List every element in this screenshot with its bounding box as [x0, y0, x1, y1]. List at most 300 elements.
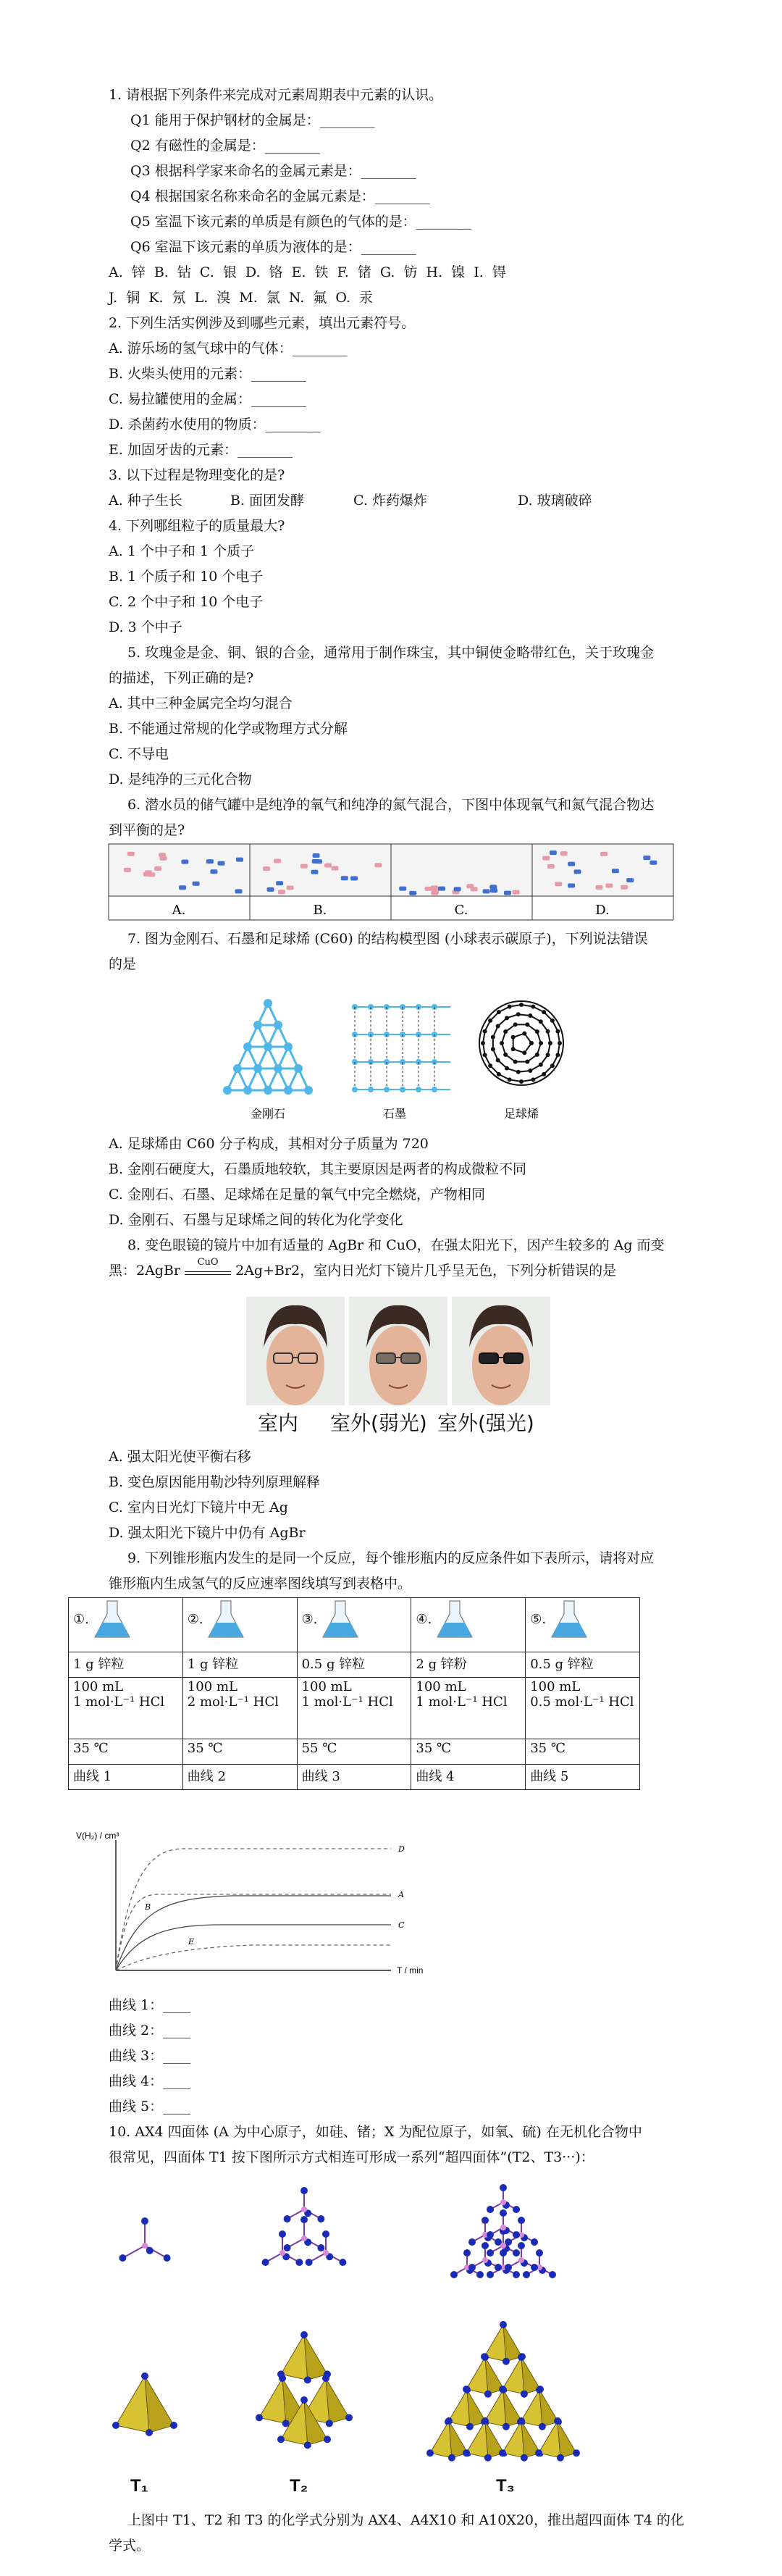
a-atom: [482, 2257, 488, 2263]
x-atom: [463, 2249, 471, 2257]
gas-molecule: [179, 885, 186, 890]
temp-cell: 35 ℃: [526, 1739, 640, 1765]
answer-curve-3[interactable]: 曲线 3：____: [109, 2048, 191, 2064]
q10-stem-2: 很常见，四面体 T1 按下图所示方式相连可形成一系列“超四面体”(T2、T3···)：: [109, 2149, 594, 2165]
photo-weak-light: [349, 1297, 447, 1405]
gas-molecule: [341, 876, 348, 880]
curve-e: [116, 1945, 391, 1970]
label-a: A.: [172, 903, 186, 918]
gas-molecule: [431, 891, 438, 895]
gas-molecule: [643, 856, 650, 860]
q5-option-d: D. 是纯净的三元化合物: [109, 771, 252, 787]
carbon-atom: [481, 1041, 485, 1045]
q2-stem: 2. 下列生活实例涉及到哪些元素，填出元素符号。: [109, 315, 416, 331]
flask-icon: [207, 1599, 245, 1640]
temp-cell: 35 ℃: [69, 1739, 183, 1765]
x-atom: [518, 2417, 525, 2425]
x-atom: [324, 2435, 331, 2443]
photo-caption-strong: 室外(强光): [437, 1411, 534, 1435]
x-atom: [326, 2420, 333, 2427]
carbon-atom: [304, 1086, 313, 1095]
carbon-atom: [368, 1087, 374, 1092]
photo-caption-indoor: 室内: [258, 1411, 299, 1435]
temp-cell: 55 ℃: [297, 1739, 411, 1765]
q10-tail-2: 学式。: [109, 2538, 151, 2554]
x-atom: [523, 2271, 530, 2278]
x-atom: [448, 2454, 455, 2462]
carbon-atom: [555, 1029, 560, 1034]
q4-option-a: A. 1 个中子和 1 个质子: [109, 543, 255, 559]
x-atom: [513, 2206, 520, 2213]
carbon-atom: [505, 1066, 509, 1071]
carbon-atom: [535, 1029, 539, 1034]
carbon-atom: [496, 1058, 500, 1063]
gas-molecule: [626, 878, 634, 882]
x-atom: [499, 2449, 506, 2456]
q3-option-d: D. 玻璃破碎: [518, 493, 592, 509]
x-atom: [487, 2249, 494, 2257]
x-atom: [513, 2231, 520, 2238]
x-atom: [463, 2449, 470, 2456]
gas-molecule: [596, 885, 603, 890]
q1-sub-3: Q3 根据科学家来命名的金属元素是：________: [130, 163, 416, 179]
table-row: [69, 1765, 640, 1790]
x-atom: [146, 2247, 154, 2254]
q3-option-b: B. 面团发酵: [230, 493, 305, 509]
curve-cell: 曲线 5: [526, 1765, 640, 1790]
x-atom: [468, 2264, 476, 2271]
carbon-atom: [550, 1019, 555, 1023]
carbon-atom: [253, 1064, 262, 1073]
gas-molecule: [300, 864, 308, 869]
carbon-atom: [488, 1063, 492, 1068]
q9-stem-1: 9. 下列锥形瓶内发生的是同一个反应，每个锥形瓶内的反应条件如下表所示，请将对应: [127, 1550, 655, 1566]
x-atom: [503, 2423, 510, 2430]
graphite-model: [352, 1004, 450, 1092]
x-atom: [317, 2244, 324, 2251]
flask-cell-5: ⑤.: [526, 1598, 640, 1652]
x-atom: [521, 2391, 528, 2398]
q9-stem-2: 锥形瓶内生成氢气的反应速率图线填写到表格中。: [109, 1576, 412, 1592]
q1-sub-5: Q5 室温下该元素的单质是有颜色的气体的是：________: [130, 214, 471, 230]
gas-molecule: [605, 884, 613, 888]
gas-molecule: [550, 850, 557, 855]
x-atom: [300, 2331, 308, 2338]
gas-molecule: [425, 887, 432, 891]
carbon-atom: [233, 1064, 242, 1073]
x-atom: [339, 2259, 346, 2266]
x-atom: [476, 2271, 484, 2278]
q1-sub-1: Q1 能用于保护钢材的金属是：________: [130, 112, 375, 128]
carbon-atom: [531, 1005, 535, 1009]
solid-cell: 0.5 g 锌粒: [297, 1652, 411, 1678]
q2-option-e: E. 加固牙齿的元素：________: [109, 442, 293, 458]
flask-icon: [93, 1599, 131, 1640]
curve-b: [116, 1896, 391, 1970]
carbon-atom: [525, 1060, 529, 1064]
x-atom: [482, 2354, 489, 2361]
gas-molecule: [181, 860, 188, 864]
x-atom: [164, 2254, 171, 2262]
x-atom: [426, 2449, 434, 2456]
temp-cell: 35 ℃: [182, 1739, 297, 1765]
carbon-atom: [491, 1035, 495, 1040]
gas-molecule: [649, 861, 657, 865]
x-atom: [531, 2238, 538, 2246]
x-atom: [482, 2417, 489, 2425]
x-atom: [282, 2420, 290, 2427]
carbon-atom: [488, 1019, 492, 1023]
a-atom: [500, 2225, 506, 2230]
q10-stem-1: 10. AX4 四面体 (A 为中心原子，如硅、锗；X 为配位原子，如氧、硫) 在无机化合物中: [109, 2124, 642, 2140]
gas-molecule: [217, 861, 224, 866]
tetra-face: [259, 2378, 286, 2423]
gas-molecule: [350, 877, 358, 881]
carbon-atom: [483, 1029, 487, 1034]
carbon-atom: [253, 1021, 262, 1029]
label-c: C.: [454, 903, 468, 918]
carbon-atom: [505, 1016, 509, 1020]
table-row: [69, 1598, 640, 1652]
gas-molecule: [313, 853, 320, 858]
x-atom: [484, 2454, 492, 2462]
tetra-face: [116, 2376, 149, 2433]
gas-molecule: [287, 886, 294, 890]
x-atom: [119, 2254, 126, 2262]
carbon-atom: [497, 1010, 501, 1014]
q5-stem-2: 的描述，下列正确的是?: [109, 670, 254, 686]
x-atom: [521, 2454, 528, 2462]
temp-cell: 35 ℃: [411, 1739, 526, 1765]
q5-stem-1: 5. 玫瑰金是金、铜、银的合金，通常用于制作珠宝，其中铜使金略带红色，关于玫瑰金: [127, 645, 655, 661]
carbon-atom: [542, 1072, 546, 1076]
x-axis-label: T / min: [397, 1965, 424, 1975]
q3-option-a: A. 种子生长: [109, 493, 182, 509]
carbon-atom: [264, 1086, 272, 1095]
y-axis-label: V(H₂) / cm³: [76, 1831, 119, 1841]
x-atom: [495, 2264, 502, 2271]
q6-stem-2: 到平衡的是?: [109, 822, 185, 838]
x-atom: [500, 2209, 507, 2217]
x-atom: [445, 2417, 453, 2425]
curve-label-a: A: [398, 1890, 404, 1899]
x-atom: [531, 2264, 538, 2271]
bond: [122, 2246, 145, 2258]
table-row: [69, 1652, 640, 1678]
caption-diamond: 金刚石: [250, 1107, 286, 1121]
carbon-atom: [525, 1022, 529, 1026]
gas-molecule: [315, 859, 322, 863]
carbon-atom: [508, 1005, 512, 1009]
catalyst-label: CuO: [197, 1257, 219, 1268]
x-atom: [539, 2423, 546, 2430]
gas-molecule: [555, 882, 562, 886]
answer-curve-4[interactable]: 曲线 4：____: [109, 2073, 191, 2089]
q4-option-d: D. 3 个中子: [109, 619, 182, 635]
a-atom: [301, 2207, 307, 2212]
gas-molecule: [542, 856, 550, 861]
label-b: B.: [313, 903, 327, 918]
a-atom: [142, 2243, 148, 2249]
x-atom: [170, 2422, 177, 2429]
a-atom: [500, 2199, 506, 2205]
flask-cell-4: ④.: [411, 1598, 526, 1652]
flask-icon: [436, 1599, 474, 1640]
flask-cell-3: ③.: [297, 1598, 411, 1652]
supertetrahedra-figure: [87, 2173, 695, 2492]
carbon-structures-figure: [217, 989, 594, 1123]
carbon-atom: [511, 1047, 516, 1051]
tetra-face: [145, 2376, 174, 2433]
q4-option-c: C. 2 个中子和 10 个电子: [109, 594, 264, 610]
q4-option-b: B. 1 个质子和 10 个电子: [109, 569, 264, 585]
conditions-table: [68, 1597, 640, 1790]
x-atom: [141, 2217, 148, 2225]
carbon-atom: [243, 1042, 252, 1051]
x-atom: [146, 2429, 153, 2436]
caption-graphite: 石墨: [382, 1107, 407, 1121]
flask-cell-1: ①.: [69, 1598, 183, 1652]
x-atom: [304, 2376, 311, 2383]
a-atom: [279, 2250, 285, 2256]
photo-strong-light: [452, 1297, 550, 1405]
q7-stem-2: 的是: [109, 956, 137, 972]
carbon-atom: [546, 1029, 550, 1034]
x-atom: [463, 2386, 471, 2393]
q1-sub-6: Q6 室温下该元素的单质为液体的是：________: [130, 239, 416, 255]
x-atom: [322, 2375, 329, 2382]
x-atom: [284, 2215, 291, 2222]
q8-option-b: B. 变色原因能用勒沙特列原理解释: [109, 1474, 321, 1490]
carbon-atom: [542, 1010, 546, 1014]
gas-molecule: [374, 863, 382, 867]
carbon-atom: [519, 1003, 524, 1007]
carbon-atom: [516, 1012, 521, 1016]
x-atom: [513, 2271, 520, 2278]
answer-curve-2[interactable]: 曲线 2：____: [109, 2023, 191, 2038]
x-atom: [468, 2238, 476, 2246]
x-atom: [518, 2217, 525, 2224]
curve-cell: 曲线 2: [182, 1765, 297, 1790]
x-atom: [518, 2354, 525, 2361]
q1-sub-2: Q2 有磁性的金属是：________: [130, 138, 320, 154]
gas-molecule: [236, 858, 243, 862]
q8-option-c: C. 室内日光灯下镜片中无 Ag: [109, 1500, 288, 1515]
carbon-atom: [294, 1064, 303, 1073]
x-atom: [300, 2187, 308, 2194]
rate-graph: [72, 1826, 424, 1985]
q1-sub-4: Q4 根据国家名称来命名的金属元素是：________: [130, 188, 430, 204]
carbon-atom: [522, 1050, 526, 1055]
x-atom: [487, 2271, 494, 2278]
x-atom: [535, 2449, 542, 2456]
solid-cell: 1 g 锌粒: [182, 1652, 297, 1678]
gas-molecule: [568, 884, 575, 888]
gas-molecule: [560, 851, 568, 856]
q6-stem-1: 6. 潜水员的储气罐中是纯净的氧气和纯净的氮气混合，下图中体现氧气和氮气混合物达: [127, 797, 655, 813]
q1-elements-2: J. 铜 K. 氖 L. 溴 M. 氯 N. 氟 O. 汞: [109, 290, 373, 306]
carbon-atom: [535, 1053, 539, 1057]
x-atom: [500, 2386, 507, 2393]
curve-label-c: C: [398, 1920, 405, 1930]
carbon-atom: [539, 1063, 543, 1067]
curve-a-dashed: [116, 1894, 391, 1970]
carbon-atom: [555, 1053, 560, 1057]
carbon-atom: [274, 1064, 282, 1073]
gas-molecule: [574, 869, 581, 874]
x-atom: [322, 2230, 329, 2238]
tetra-face: [281, 2335, 308, 2380]
carbon-atom: [500, 1041, 504, 1045]
gas-molecule: [332, 866, 339, 870]
flask-icon: [550, 1599, 588, 1640]
gas-molecule: [276, 881, 283, 885]
gas-molecule: [235, 889, 243, 893]
q7-option-c: C. 金刚石、石墨、足球烯在足量的氧气中完全燃烧，产物相同: [109, 1187, 485, 1203]
gas-molecule: [159, 856, 167, 861]
diamond-model: [223, 999, 313, 1095]
gas-molecule: [547, 864, 555, 869]
q8-stem-2: 黑：2AgBr CuO 2Ag+Br2，室内日光灯下镜片几乎呈无色，下列分析错误的是: [109, 1261, 616, 1280]
curve-cell: 曲线 3: [297, 1765, 411, 1790]
gas-molecule: [438, 887, 445, 891]
gas-molecule: [504, 891, 511, 895]
carbon-atom: [264, 1042, 272, 1051]
carbon-atom: [491, 1047, 495, 1051]
gas-molecule: [409, 891, 416, 895]
q8-option-d: D. 强太阳光下镜片中仍有 AgBr: [109, 1525, 306, 1541]
answer-curve-5[interactable]: 曲线 5：____: [109, 2099, 191, 2115]
carbon-atom: [513, 1022, 518, 1026]
fullerene-model: [479, 1001, 563, 1085]
gas-molecule: [471, 887, 478, 891]
carbon-atom: [528, 1069, 532, 1073]
gas-molecule: [193, 882, 200, 886]
carbon-atom: [550, 1063, 555, 1068]
gas-molecule: [206, 859, 214, 863]
gas-molecule: [324, 863, 332, 868]
q5-option-b: B. 不能通过常规的化学或物理方式分解: [109, 721, 348, 737]
table-row: [69, 1678, 640, 1739]
x-atom: [484, 2391, 492, 2398]
curve-cell: 曲线 4: [411, 1765, 526, 1790]
carbon-atom: [519, 1079, 524, 1084]
gas-molecule: [263, 866, 270, 871]
carbon-atom: [416, 1087, 421, 1092]
gas-molecule: [278, 890, 285, 894]
acid-cell: 100 mL 1 mol·L⁻¹ HCl: [411, 1678, 526, 1739]
carbon-atom: [497, 1072, 501, 1076]
x-atom: [279, 2230, 286, 2238]
gas-molecule: [127, 852, 135, 856]
x-atom: [513, 2249, 520, 2257]
carbon-atom: [352, 1087, 358, 1092]
carbon-atom: [284, 1086, 293, 1095]
q5-option-a: A. 其中三种金属完全均匀混合: [109, 695, 293, 711]
x-atom: [487, 2231, 494, 2238]
carbon-atom: [508, 1077, 512, 1082]
carbon-atom: [546, 1053, 550, 1057]
caption-fullerene: 足球烯: [503, 1107, 539, 1121]
solid-cell: 0.5 g 锌粒: [526, 1652, 640, 1678]
flask-icon: [321, 1599, 359, 1640]
curve-label-d: D: [398, 1844, 405, 1854]
carbon-atom: [432, 1087, 437, 1092]
gas-molecule: [454, 887, 461, 891]
a-atom: [323, 2250, 329, 2256]
carbon-atom: [513, 1060, 518, 1064]
gas-molecule: [568, 862, 575, 866]
carbon-atom: [496, 1024, 500, 1028]
gas-mixture-figure: [109, 844, 673, 924]
q7-option-a: A. 足球烯由 C60 分子构成，其相对分子质量为 720: [109, 1136, 429, 1152]
q3-stem: 3. 以下过程是物理变化的是?: [109, 467, 285, 483]
label-t3: T₃: [496, 2476, 515, 2496]
q7-option-d: D. 金刚石、石墨与足球烯之间的转化为化学变化: [109, 1212, 403, 1228]
carbon-atom: [531, 1077, 535, 1082]
x-atom: [557, 2454, 564, 2462]
x-atom: [304, 2441, 311, 2449]
q2-option-c: C. 易拉罐使用的金属：________: [109, 391, 306, 407]
gas-molecule: [274, 859, 281, 863]
gas-molecule: [210, 869, 217, 874]
gas-molecule: [621, 885, 628, 890]
acid-cell: 100 mL 2 mol·L⁻¹ HCl: [182, 1678, 297, 1739]
carbon-atom: [223, 1086, 232, 1095]
curve-label-e: E: [188, 1937, 195, 1946]
acid-cell: 100 mL 1 mol·L⁻¹ HCl: [69, 1678, 183, 1739]
x-atom: [300, 2216, 308, 2223]
q7-stem-1: 7. 图为金刚石、石墨和足球烯 (C60) 的结构模型图 (小球表示碳原子)，下列说法错误: [127, 931, 648, 947]
x-atom: [482, 2242, 489, 2249]
a-atom: [500, 2243, 506, 2249]
carbon-atom: [264, 999, 272, 1008]
a-atom: [301, 2236, 307, 2241]
x-atom: [536, 2386, 543, 2393]
answer-curve-1[interactable]: 曲线 1：____: [109, 1997, 191, 2013]
gas-molecule: [483, 889, 490, 893]
gas-molecule: [124, 868, 131, 872]
q1-elements-1: A. 锌 B. 钴 C. 银 D. 铬 E. 铁 F. 锗 G. 钫 H. 镍 I. 锝: [109, 264, 506, 280]
carbon-atom: [503, 1029, 508, 1034]
gas-molecule: [143, 872, 151, 877]
carbon-atom: [384, 1087, 390, 1092]
x-atom: [450, 2271, 458, 2278]
x-atom: [487, 2206, 494, 2213]
x-atom: [300, 2396, 308, 2404]
x-atom: [505, 2264, 512, 2271]
x-atom: [112, 2422, 119, 2429]
q8-option-a: A. 强太阳光使平衡右移: [109, 1449, 251, 1465]
x-atom: [500, 2184, 507, 2191]
curve-c: [116, 1925, 391, 1970]
q10-tail-1: 上图中 T1、T2 和 T3 的化学式分别为 AX4、A4X10 和 A10X20，推出超四面体 T4 的化: [127, 2512, 684, 2528]
carbon-atom: [539, 1019, 543, 1024]
carbon-atom: [528, 1013, 532, 1018]
x-atom: [518, 2242, 525, 2249]
carbon-atom: [400, 1087, 405, 1092]
x-atom: [554, 2417, 561, 2425]
q7-option-b: B. 金刚石硬度大，石墨质地较软，其主要原因是两者的构成微粒不同: [109, 1161, 527, 1177]
q4-stem: 4. 下列哪组粒子的质量最大?: [109, 518, 285, 534]
q1-stem: 1. 请根据下列条件来完成对元素周期表中元素的认识。: [109, 87, 443, 103]
gas-molecule: [600, 852, 607, 856]
carbon-atom: [243, 1086, 252, 1095]
carbon-atom: [503, 1053, 508, 1057]
x-atom: [277, 2435, 285, 2443]
solid-cell: 1 g 锌粒: [69, 1652, 183, 1678]
gas-molecule: [311, 870, 319, 874]
